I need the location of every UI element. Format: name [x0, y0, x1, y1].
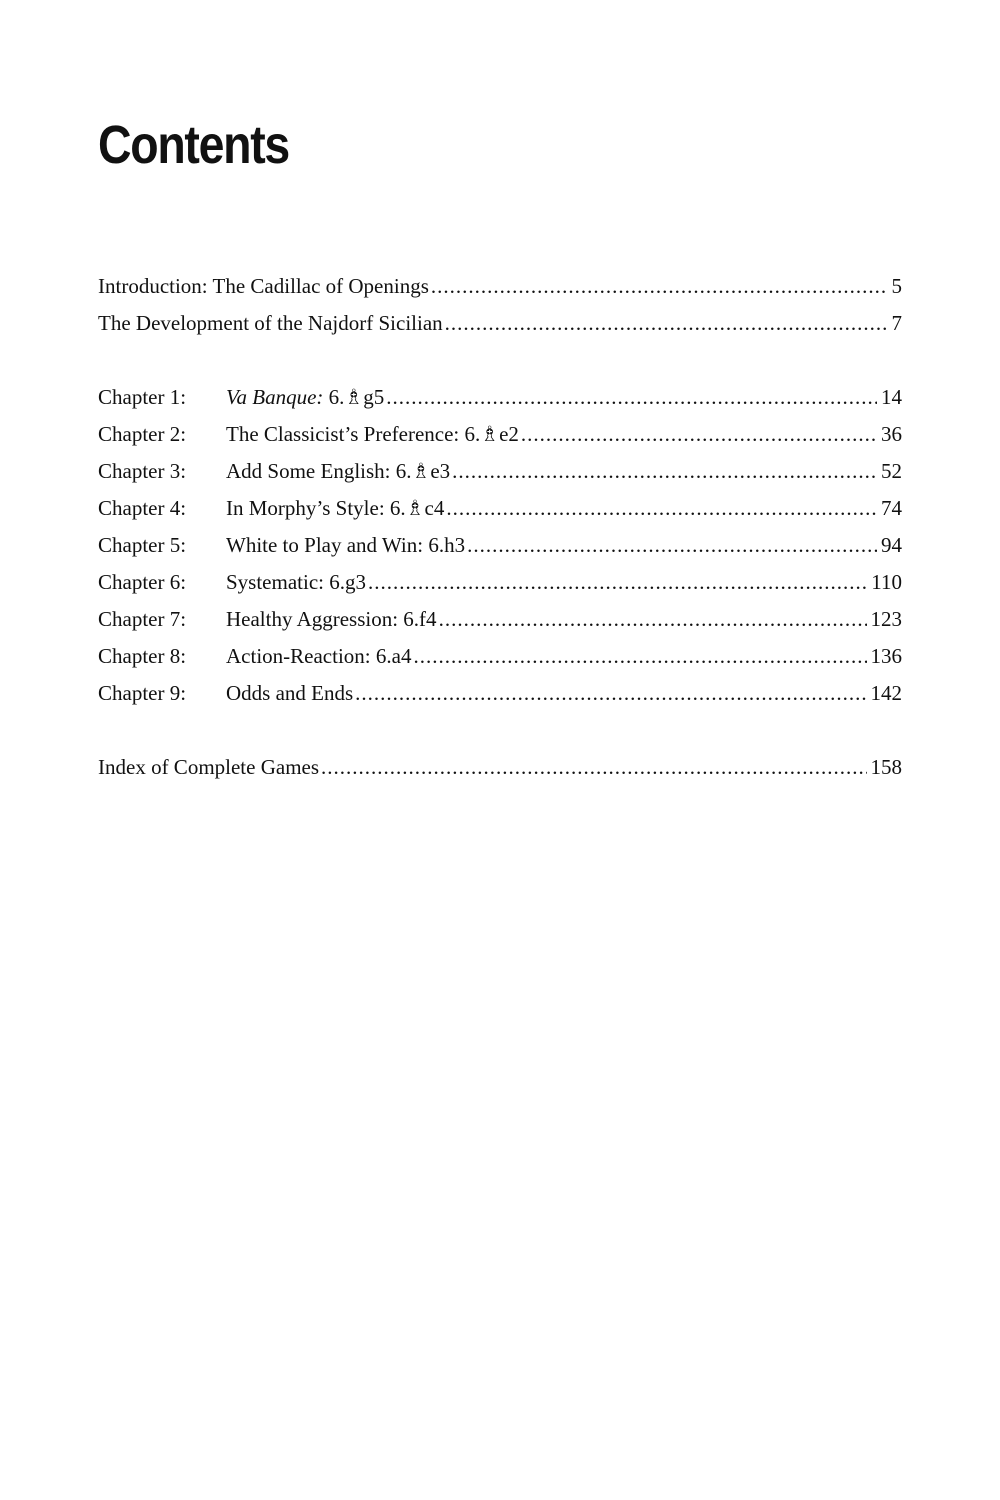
dot-leader — [368, 564, 867, 601]
dot-leader — [446, 490, 877, 527]
toc-entry-page: 136 — [870, 644, 902, 668]
dot-leader — [467, 527, 877, 564]
dot-leader — [521, 416, 877, 453]
toc-entry-page: 158 — [870, 755, 902, 779]
toc-entry-title: Add Some English: 6.♗e3 — [226, 459, 451, 483]
toc-entry-title — [226, 379, 386, 416]
dot-leader — [445, 305, 888, 342]
toc-entry-chapter-2[interactable] — [98, 416, 902, 453]
toc-intro-section — [98, 268, 902, 342]
toc-entry-chapter-9[interactable] — [98, 675, 902, 712]
toc-entry-title-text: 6.♗g5 — [323, 385, 385, 409]
toc-entry-title: Odds and Ends — [226, 681, 354, 705]
chapter-number: Chapter 2: — [98, 422, 187, 446]
toc-entry-title: The Development of the Najdorf Sicilian — [98, 311, 443, 335]
chapter-number: Chapter 3: — [98, 459, 187, 483]
chapter-number: Chapter 6: — [98, 570, 187, 594]
chapter-number: Chapter 1: — [98, 385, 187, 409]
toc-index-section — [98, 749, 902, 786]
toc-entry-page: 52 — [881, 459, 902, 483]
toc-entry-chapter-4[interactable] — [98, 490, 902, 527]
toc-entry-chapter-8[interactable] — [98, 638, 902, 675]
toc-entry-page: 94 — [881, 533, 902, 557]
toc-entry-chapter-5[interactable] — [98, 527, 902, 564]
chapter-number: Chapter 5: — [98, 533, 187, 557]
toc-entry-chapter-6[interactable] — [98, 564, 902, 601]
toc-entry-page: 123 — [870, 607, 902, 631]
toc-entry-title: Healthy Aggression: 6.f4 — [226, 607, 437, 631]
toc-entry-page: 14 — [881, 385, 902, 409]
toc-entry-page: 142 — [870, 681, 902, 705]
toc-entry-title: Index of Complete Games — [98, 755, 320, 779]
toc-entry-development[interactable] — [98, 305, 902, 342]
toc-entry-title: Systematic: 6.g3 — [226, 570, 366, 594]
dot-leader — [321, 749, 866, 786]
toc-entry-title: Introduction: The Cadillac of Openings — [98, 274, 429, 298]
toc-entry-index[interactable] — [98, 749, 902, 786]
toc-entry-chapter-1[interactable] — [98, 379, 902, 416]
toc-entry-title: Action-Reaction: 6.a4 — [226, 644, 412, 668]
dot-leader — [355, 675, 866, 712]
chapter-number: Chapter 7: — [98, 607, 187, 631]
toc-entry-page: 36 — [881, 422, 902, 446]
toc-entry-page: 5 — [891, 274, 902, 298]
dot-leader — [439, 601, 867, 638]
chapter-number: Chapter 8: — [98, 644, 187, 668]
toc-entry-title: White to Play and Win: 6.h3 — [226, 533, 466, 557]
toc-entry-introduction[interactable] — [98, 268, 902, 305]
chapter-number: Chapter 9: — [98, 681, 187, 705]
dot-leader — [413, 638, 866, 675]
toc-entry-page: 110 — [871, 570, 902, 594]
toc-entry-title: In Morphy’s Style: 6.♗c4 — [226, 496, 445, 520]
toc-entry-title: The Classicist’s Preference: 6.♗e2 — [226, 422, 519, 446]
toc-entry-chapter-7[interactable] — [98, 601, 902, 638]
dot-leader — [431, 268, 888, 305]
toc-entry-page: 7 — [891, 311, 902, 335]
dot-leader — [386, 379, 877, 416]
toc-chapters-section — [98, 379, 902, 712]
toc-entry-title-italic: Va Banque: — [226, 385, 324, 409]
toc-entry-page: 74 — [881, 496, 902, 520]
chapter-number: Chapter 4: — [98, 496, 187, 520]
page-title: Contents — [98, 115, 289, 175]
toc-entry-chapter-3[interactable] — [98, 453, 902, 490]
dot-leader — [452, 453, 877, 490]
